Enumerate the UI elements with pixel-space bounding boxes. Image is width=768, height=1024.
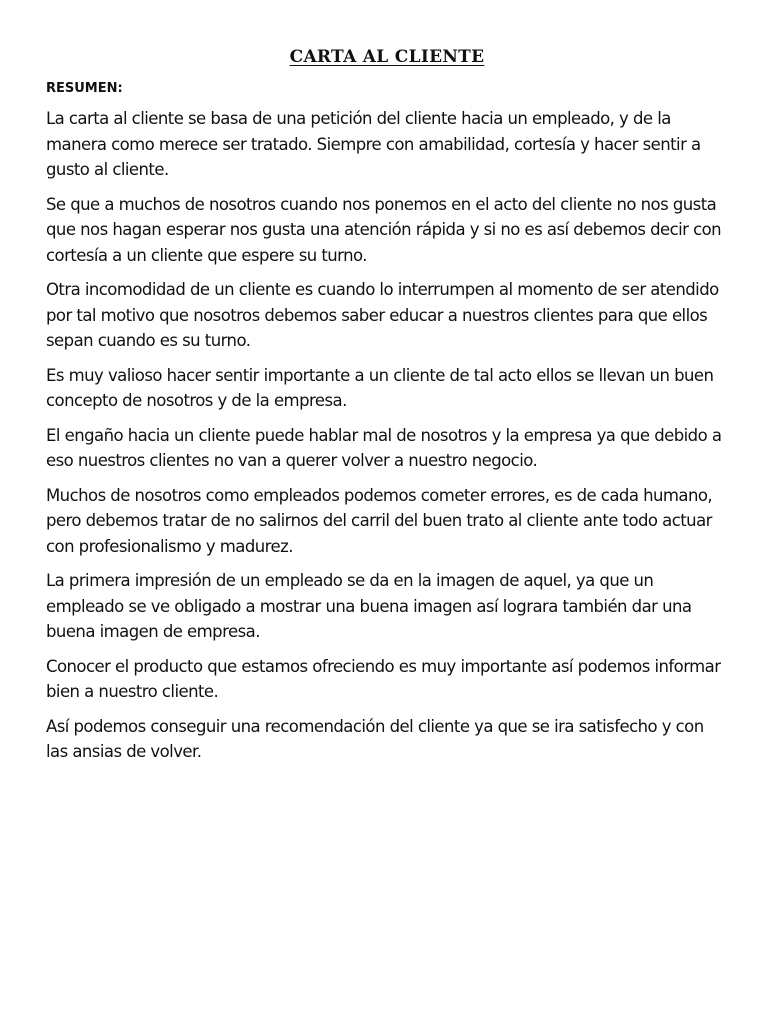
paragraph: Se que a muchos de nosotros cuando nos ponemos en el acto del cliente no nos gusta que nos hagan esperar nos gusta una atención rápida y si no es así debemos decir con cortesía a un cliente que espere su turno. bbox=[46, 194, 722, 265]
paragraph: Conocer el producto que estamos ofreciendo es muy importante así podemos informar bien a nuestro cliente. bbox=[46, 656, 721, 701]
paragraph: Así podemos conseguir una recomendación del cliente ya que se ira satisfecho y con las ansias de volver. bbox=[46, 716, 704, 761]
paragraph: Otra incomodidad de un cliente es cuando lo interrumpen al momento de ser atendido por tal motivo que nosotros debemos saber educar a nuestros clientes para que ellos sepan cuando es su turno. bbox=[46, 280, 719, 350]
paragraph: La primera impresión de un empleado se da en la imagen de aquel, ya que un empleado se ve obligado a mostrar una buena imagen así lograra también dar una buena imagen de empresa. bbox=[46, 571, 692, 641]
document-title: CARTA AL CLIENTE bbox=[289, 47, 485, 67]
paragraph: La carta al cliente se basa de una petición del cliente hacia un empleado, y de la manera como merece ser tratado. Siempre con amabilidad, cortesía y hacer sentir a gusto al cliente. bbox=[46, 109, 701, 179]
paragraph: Es muy valioso hacer sentir importante a un cliente de tal acto ellos se llevan un buen concepto de nosotros y de la empresa. bbox=[46, 365, 714, 410]
section-label-resumen: RESUMEN: bbox=[46, 81, 123, 96]
paragraph: Muchos de nosotros como empleados podemos cometer errores, es de cada humano, pero debemos tratar de no salirnos del carril del buen trato al cliente ante todo actuar con profesionalismo y madurez. bbox=[46, 485, 713, 556]
paragraph: El engaño hacia un cliente puede hablar mal de nosotros y la empresa ya que debido a eso nuestros clientes no van a querer volver a nuestro negocio. bbox=[46, 425, 722, 470]
